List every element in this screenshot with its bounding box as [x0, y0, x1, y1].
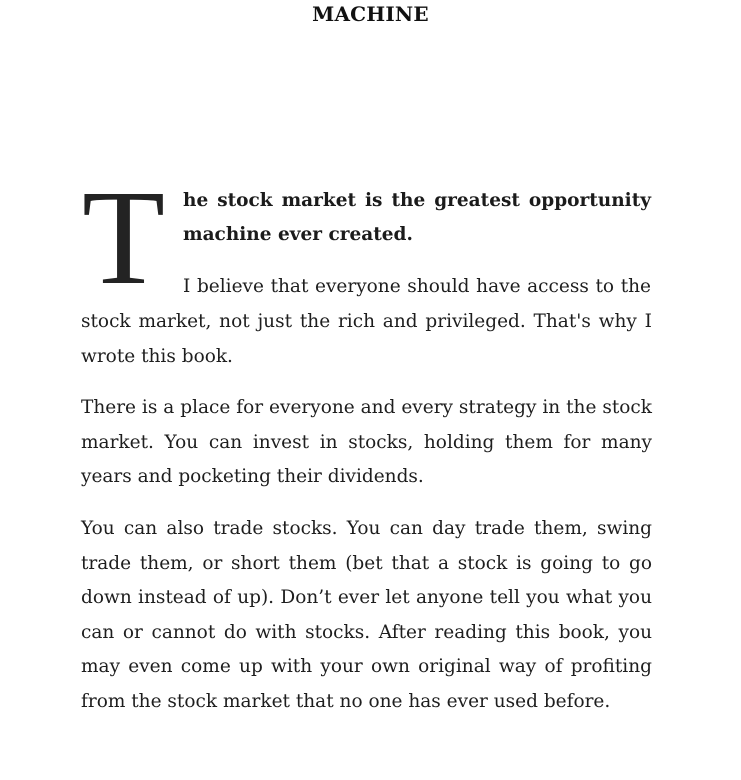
lead-sentence: he stock market is the greatest opportunity machine ever created. — [183, 190, 651, 245]
paragraph-2: There is a place for everyone and every strategy in the stock market. You can invest in stocks, holding them for many years and pocketing their dividends. — [81, 397, 652, 487]
paragraph-1-continued: stock market, not just the rich and privileged. That's why I wrote this book. — [81, 311, 652, 367]
paragraph-3: You can also trade stocks. You can day trade them, swing trade them, or short them (bet that a stock is going to go down instead of up). Don’t ever let anyone tell you what you can or cannot do with stocks. After reading this book, you may even come up with your own original way of profiting from the stock market that no one has ever used before. — [81, 518, 652, 712]
page-title: MACHINE — [312, 2, 429, 26]
paragraph-1-first-line: I believe that everyone should have access to the — [183, 276, 651, 297]
drop-cap: T — [82, 163, 166, 313]
